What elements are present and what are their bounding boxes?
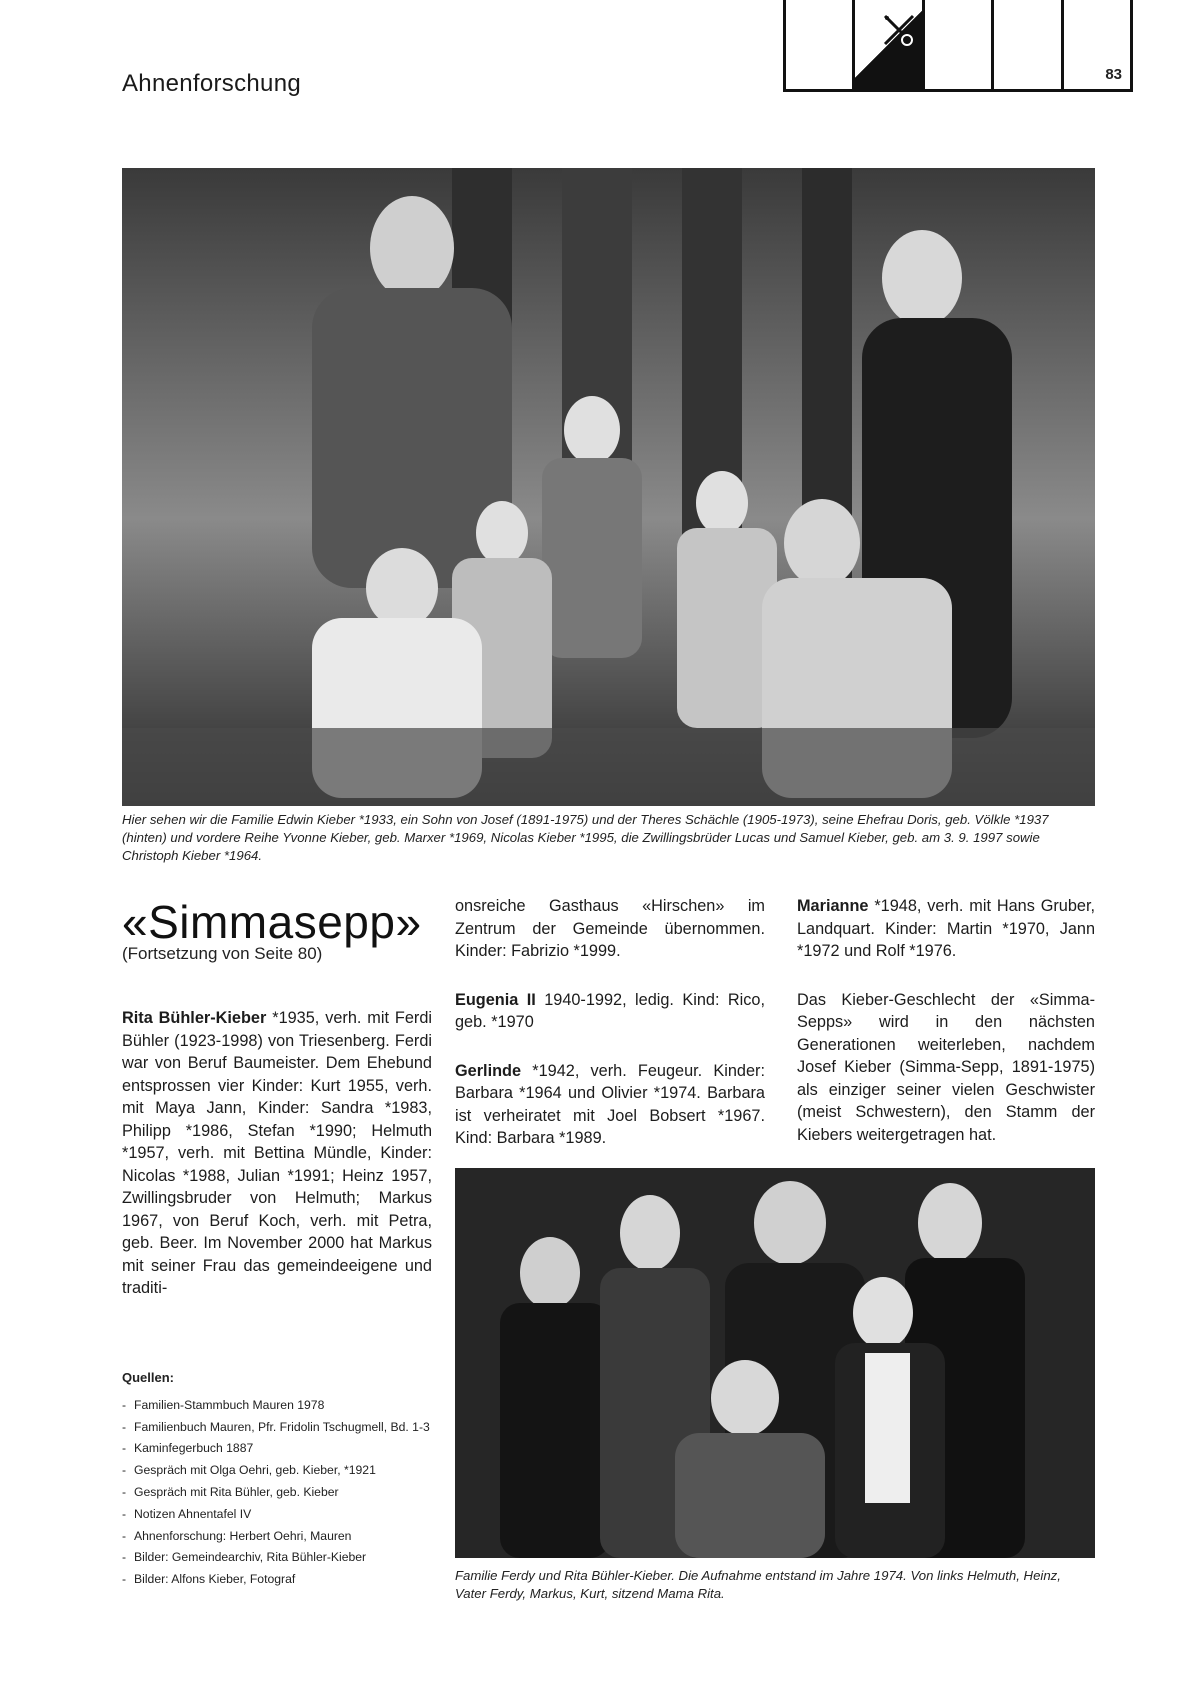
article-subtitle: (Fortsetzung von Seite 80) <box>122 944 323 963</box>
family-photo-bottom-image <box>455 1168 1095 1558</box>
gerlinde-text: *1942, verh. Feugeur. Kinder: Barbara *1964 und Olivier *1974. Barbara ist verheiratet mit Joel Bobsert *1967. Kind: Barbara *1989. <box>455 1061 765 1147</box>
rita-name: Rita Bühler-Kieber <box>122 1009 267 1027</box>
column-2-continuation: onsreiche Gasthaus «Hirschen» im Zentrum der Gemeinde übernommen. Kinder: Fabrizio *1999. <box>455 897 765 960</box>
eugenia-name: Eugenia II <box>455 990 536 1009</box>
article-column-3 <box>797 895 1095 1172</box>
marianne-name: Marianne <box>797 897 869 915</box>
sources-heading: Quellen: <box>122 1370 175 1385</box>
header-cell <box>922 0 991 92</box>
sources-list <box>122 1367 442 1591</box>
header-page-cell <box>1061 0 1133 92</box>
source-item: - Ahnenforschung: Herbert Oehri, Mauren <box>122 1526 442 1548</box>
header-cell <box>783 0 852 92</box>
family-photo-bottom <box>455 1168 1095 1558</box>
crest-icon <box>877 8 921 52</box>
header-emblem-cell <box>852 0 921 92</box>
source-item: - Familien-Stammbuch Mauren 1978 <box>122 1395 442 1417</box>
article-column-2 <box>455 895 765 1176</box>
eugenia-text: 1940-1992, ledig. Kind: Rico, geb. *1970 <box>455 990 765 1031</box>
page-number: 83 <box>1105 66 1123 83</box>
article-column-1 <box>122 1007 432 1326</box>
header-grid <box>783 0 1133 92</box>
source-item: - Gespräch mit Rita Bühler, geb. Kieber <box>122 1482 442 1504</box>
source-item: - Bilder: Alfons Kieber, Fotograf <box>122 1569 442 1591</box>
marianne-text: *1948, verh. mit Hans Gruber, Landquart. Kinder: Martin *1970, Jann *1972 und Rolf *1976. <box>797 897 1095 960</box>
source-item: - Gespräch mit Olga Oehri, geb. Kieber, *1921 <box>122 1460 442 1482</box>
photo-top-caption: Hier sehen wir die Familie Edwin Kieber *1933, ein Sohn von Josef (1891-1975) und der Theres Schächle (1905-1973), seine Ehefrau Doris, geb. Völkle *1937 (hinten) und vordere Reihe Yvonne Kieber, geb. Marxer *1969, Nicolas Kieber *1995, die Zwillingsbrüder Lucas und Samuel Kieber, geb. am 3. 9. 1997 sowie Christoph Kieber *1964. <box>122 812 1049 863</box>
rita-text: *1935, verh. mit Ferdi Bühler (1923-1998) von Triesenberg. Ferdi war von Beruf Baumeister. Dem Ehebund entsprossen vier Kinder: Kurt 1955, verh. mit Maya Jann, Kinder: Sandra *1983, Philipp *1986, Stefan *1990; Helmuth *1957, verh. mit Bettina Mündle, Kinder: Nicolas *1988, Julian *1991; Heinz 1957, Zwillingsbruder von Helmuth; Markus 1967, von Beruf Koch, verh. mit Petra, geb. Beer. Im November 2000 hat Markus mit seiner Frau das gemeindeeigene und traditi- <box>122 1009 432 1297</box>
source-item: - Bilder: Gemeindearchiv, Rita Bühler-Kieber <box>122 1547 442 1569</box>
header-cell <box>991 0 1060 92</box>
gerlinde-name: Gerlinde <box>455 1061 522 1080</box>
section-title: Ahnenforschung <box>122 70 301 97</box>
source-item: - Notizen Ahnentafel IV <box>122 1504 442 1526</box>
closing-paragraph: Das Kieber-Geschlecht der «Simma-Sepps» wird in den nächsten Generationen weiterleben, nachdem Josef Kieber (Simma-Sepp, 1891-1975) als einziger seiner vielen Geschwister (meist Schwestern), den Stamm der Kiebers weitergetragen hat. <box>797 990 1095 1144</box>
source-item: - Kaminfegerbuch 1887 <box>122 1438 442 1460</box>
family-photo-top-image <box>122 168 1095 806</box>
family-photo-top <box>122 168 1095 806</box>
source-item: - Familienbuch Mauren, Pfr. Fridolin Tschugmell, Bd. 1-3 <box>122 1417 442 1439</box>
article-title: «Simmasepp» <box>122 896 422 948</box>
photo-bottom-caption: Familie Ferdy und Rita Bühler-Kieber. Die Aufnahme entstand im Jahre 1974. Von links Helmuth, Heinz, Vater Ferdy, Markus, Kurt, sitzend Mama Rita. <box>455 1568 1061 1601</box>
